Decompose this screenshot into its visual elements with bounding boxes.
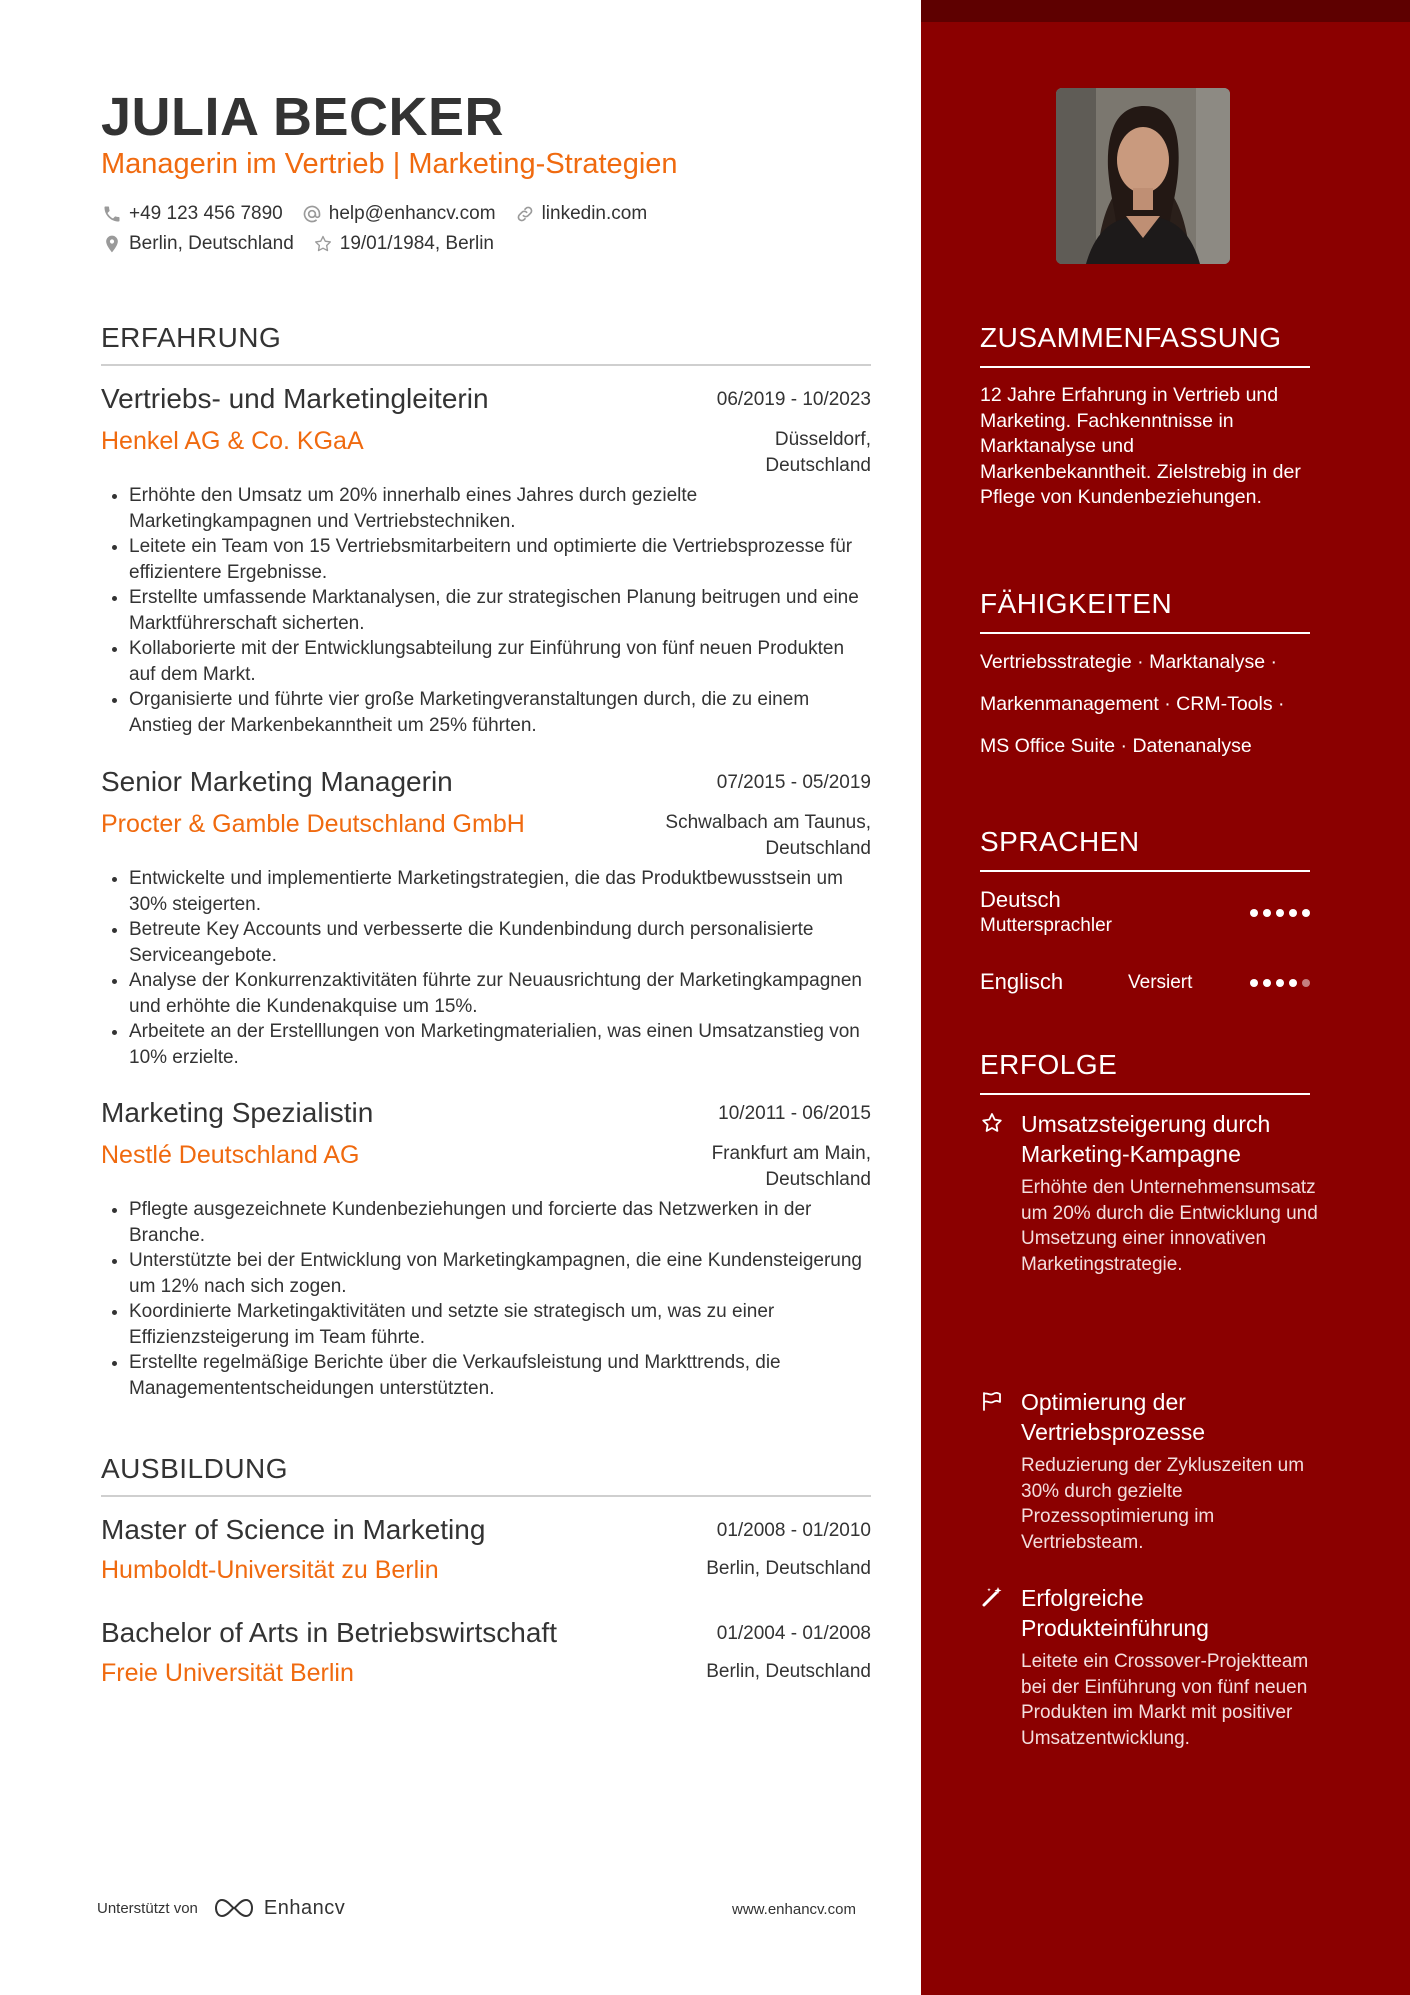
job-entry [101, 383, 871, 738]
flag-icon [980, 1389, 1004, 1413]
enhancv-logo-icon [210, 1896, 258, 1920]
skills-section-title: FÄHIGKEITEN [980, 588, 1310, 634]
language-name: Englisch [980, 969, 1064, 994]
achievement-description: Erhöhte den Unternehmensumsatz um 20% durch die Entwicklung und Umsetzung einer innovativen Marketingstrategie. [1021, 1177, 1318, 1275]
link-icon [514, 203, 536, 225]
achievement-title: Optimierung der Vertriebsprozesse [1021, 1389, 1206, 1445]
skills-line: Markenmanagement · CRM-Tools · [980, 693, 1285, 715]
rating-dot-filled [1250, 979, 1258, 987]
rating-dot-filled [1263, 979, 1271, 987]
job-bullet: • Kollaborierte mit der Entwicklungsabteilung zur Einführung von fünf neuen Produkten auf dem Markt. [129, 636, 871, 687]
contact-phone[interactable] [101, 203, 283, 225]
job-bullet: • Erhöhte den Umsatz um 20% innerhalb eines Jahres durch gezielte Marketingkampagnen und Vertriebstechniken. [129, 483, 871, 534]
skills-list [980, 641, 1330, 767]
rating-dot-filled [1289, 909, 1297, 917]
language-rating [1245, 909, 1310, 917]
job-dates: 06/2019 - 10/2023 [716, 389, 871, 410]
star-outline-icon [312, 233, 334, 255]
rating-dot-filled [1250, 909, 1258, 917]
candidate-headline: Managerin im Vertrieb | Marketing-Strategien [101, 148, 678, 180]
location-text: Berlin, Deutschland [129, 233, 294, 254]
achievement-item [980, 1109, 1320, 1277]
powered-by-text: Unterstützt von [97, 1899, 198, 1917]
job-role: Vertriebs- und Marketingleiterin [101, 383, 489, 414]
email-text: help@enhancv.com [328, 203, 496, 224]
brand-text[interactable]: Enhancv [263, 1896, 346, 1919]
summary-section-title: ZUSAMMENFASSUNG [980, 322, 1310, 368]
job-company: Procter & Gamble Deutschland GmbH [101, 810, 525, 838]
rating-dot-filled [1302, 909, 1310, 917]
language-name: Deutsch [980, 887, 1061, 912]
job-bullet: • Arbeitete an der Erstelllungen von Marketingmaterialien, was einen Umsatzanstieg von 10% erzielte. [129, 1019, 871, 1070]
education-entry [101, 1617, 871, 1688]
job-entry [101, 1097, 871, 1401]
job-role: Senior Marketing Managerin [101, 766, 453, 797]
rating-dot-filled [1276, 909, 1284, 917]
education-dates: 01/2008 - 01/2010 [716, 1520, 871, 1541]
contact-row-2 [101, 233, 512, 255]
job-bullet: • Analyse der Konkurrenzaktivitäten führte zur Neuausrichtung der Marketingkampagnen und erhöhte die Kundenakquise um 15%. [129, 968, 871, 1019]
summary-text: 12 Jahre Erfahrung in Vertrieb und Marketing. Fachkenntnisse in Marktanalyse und Markenbekanntheit. Zielstrebig in der Pflege von Kundenbeziehungen. [980, 384, 1301, 508]
magic-wand-icon [980, 1585, 1004, 1609]
phone-icon [101, 203, 123, 225]
contact-email[interactable] [301, 203, 496, 225]
job-bullet: • Leitete ein Team von 15 Vertriebsmitarbeitern und optimierte die Vertriebsprozesse für effizientere Ergebnisse. [129, 534, 871, 585]
job-bullet: • Koordinierte Marketingaktivitäten und setzte sie strategisch um, was zu einer Effizienzsteigerung im Team führte. [129, 1299, 871, 1350]
education-section-title: AUSBILDUNG [101, 1453, 871, 1497]
skills-line: Vertriebsstrategie · Marktanalyse · [980, 651, 1277, 673]
job-role: Marketing Spezialistin [101, 1097, 374, 1128]
job-location: Frankfurt am Main, Deutschland [711, 1143, 871, 1190]
job-entry [101, 766, 871, 1070]
job-bullet: • Entwickelte und implementierte Marketingstrategien, die das Produktbewusstsein um 30% steigerten. [129, 866, 871, 917]
footer-powered-by [97, 1896, 345, 1920]
rating-dot-filled [1289, 979, 1297, 987]
skills-line: MS Office Suite · Datenanalyse [980, 735, 1252, 757]
education-location: Berlin, Deutschland [706, 1558, 871, 1579]
rating-dot-filled [1263, 909, 1271, 917]
sidebar-top-bar [921, 0, 1410, 22]
location-pin-icon [101, 233, 123, 255]
job-bullets [101, 483, 871, 738]
contact-birth [312, 233, 494, 255]
education-degree: Bachelor of Arts in Betriebswirtschaft [101, 1617, 557, 1648]
candidate-name: JULIA BECKER [101, 87, 505, 147]
footer-url[interactable]: www.enhancv.com [732, 1901, 856, 1918]
achievements-section-title: ERFOLGE [980, 1049, 1310, 1095]
job-bullet: • Erstellte regelmäßige Berichte über die Verkaufsleistung und Markttrends, die Managemententscheidungen unterstützten. [129, 1350, 871, 1401]
achievement-description: Reduzierung der Zykluszeiten um 30% durch gezielte Prozessoptimierung im Vertriebsteam. [1021, 1455, 1305, 1553]
education-degree: Master of Science in Marketing [101, 1514, 486, 1545]
job-location: Düsseldorf, Deutschland [765, 429, 871, 476]
job-dates: 10/2011 - 06/2015 [718, 1103, 871, 1124]
job-bullets [101, 866, 871, 1070]
at-icon [301, 203, 323, 225]
job-bullet: • Unterstützte bei der Entwicklung von Marketingkampagnen, die eine Kundensteigerung um 12% nach sich zogen. [129, 1248, 871, 1299]
languages-section-title: SPRACHEN [980, 826, 1310, 872]
contact-row-1 [101, 203, 665, 225]
rating-dot-empty [1302, 979, 1310, 987]
contact-location [101, 233, 294, 255]
achievement-item [980, 1583, 1320, 1751]
language-rating [1245, 979, 1310, 987]
achievement-title: Umsatzsteigerung durch Marketing-Kampagne [1021, 1111, 1271, 1167]
job-company: Henkel AG & Co. KGaA [101, 427, 364, 455]
star-icon [980, 1111, 1004, 1135]
contact-linkedin[interactable] [514, 203, 648, 225]
job-bullet: • Betreute Key Accounts und verbesserte die Kundenbindung durch personalisierte Serviceangebote. [129, 917, 871, 968]
achievement-title: Erfolgreiche Produkteinführung [1021, 1585, 1209, 1641]
language-level: Versiert [1128, 972, 1193, 993]
language-item [980, 887, 1310, 941]
job-company: Nestlé Deutschland AG [101, 1141, 360, 1169]
profile-photo [1056, 88, 1230, 264]
language-level: Muttersprachler [980, 915, 1112, 936]
achievement-description: Leitete ein Crossover-Projektteam bei der Einführung von fünf neuen Produkten im Markt mit positiver Umsatzentwicklung. [1021, 1651, 1309, 1749]
education-school: Freie Universität Berlin [101, 1659, 354, 1687]
job-bullet: • Organisierte und führte vier große Marketingveranstaltungen durch, die zu einem Anstieg der Markenbekanntheit um 25% führten. [129, 687, 871, 738]
profile-photo-illustration [1056, 88, 1230, 264]
phone-text: +49 123 456 7890 [129, 203, 283, 224]
education-location: Berlin, Deutschland [706, 1661, 871, 1682]
job-dates: 07/2015 - 05/2019 [716, 772, 871, 793]
rating-dot-filled [1276, 979, 1284, 987]
linkedin-text: linkedin.com [541, 203, 648, 224]
achievement-item [980, 1387, 1320, 1555]
job-bullets [101, 1197, 871, 1401]
experience-section-title: ERFAHRUNG [101, 322, 871, 366]
birth-text: 19/01/1984, Berlin [339, 233, 494, 254]
education-dates: 01/2004 - 01/2008 [716, 1623, 871, 1644]
job-location: Schwalbach am Taunus, Deutschland [665, 812, 871, 859]
education-school: Humboldt-Universität zu Berlin [101, 1556, 439, 1584]
job-bullet: • Erstellte umfassende Marktanalysen, die zur strategischen Planung beitrugen und eine Marktführerschaft sicherten. [129, 585, 871, 636]
job-bullet: • Pflegte ausgezeichnete Kundenbeziehungen und forcierte das Netzwerken in der Branche. [129, 1197, 871, 1248]
education-entry [101, 1514, 871, 1585]
language-item [980, 969, 1310, 999]
